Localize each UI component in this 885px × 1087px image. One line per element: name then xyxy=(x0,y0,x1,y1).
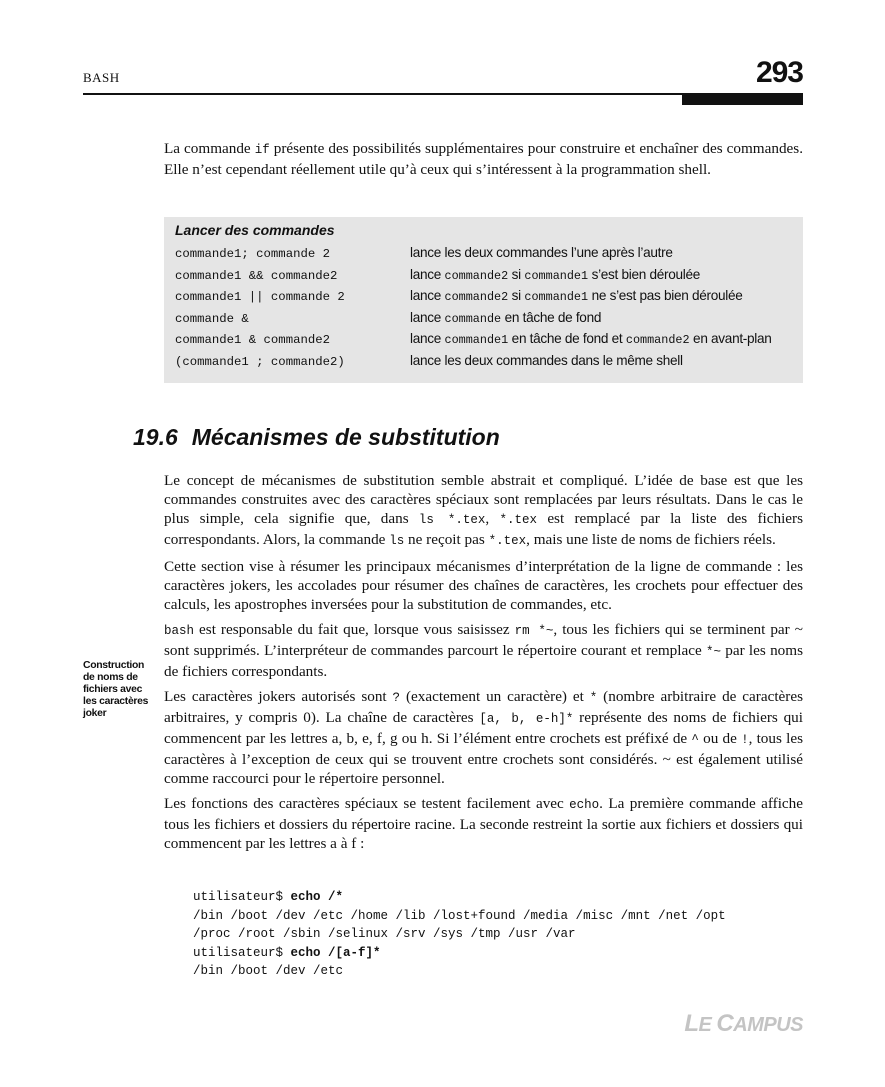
running-title: BASH xyxy=(83,70,120,85)
paragraph: Le concept de mécanismes de substitution semble abstrait et compliqué. L’idée de base est que les commandes construites avec des caractères spéciaux sont remplacées par leurs résultats. Dans le cas le plus simple, cela signifie que, dans ls *.tex, *.tex est remplacé par la liste des fichiers correspondants. Alors, la commande ls ne reçoit pas *.tex, mais une liste de noms de fichiers réels. xyxy=(164,472,804,548)
code-line: /proc /root /sbin /selinux /srv /sys /tmp /usr /var xyxy=(193,927,576,941)
header-bar xyxy=(682,95,803,105)
paragraph: Cette section vise à résumer les principaux mécanismes d’interprétation de la ligne de commande : les caractères jokers, les accolades pour résumer des chaînes de caractères, les crochets pour effectuer des calculs, les apostrophes inversées pour la substitution de commandes, etc. xyxy=(164,558,803,613)
box-row: (commande1 ; commande2) lance les deux commandes dans le même shell xyxy=(175,352,683,369)
section-title: Mécanismes de substitution xyxy=(191,424,500,450)
paragraph: Les caractères jokers autorisés sont ? (exactement un caractère) et * (nombre arbitraire de caractères arbitraires, y compris 0). La chaîne de caractères [a, b, e-h]* représente des noms de fichiers qui commencent par les lettres a, b, e, f, g ou h. Si l’élément entre crochets est préfixé de ^ ou de !, tous les caractères à l’exception de ceux qui se trouvent entre crochets sont considérés. ~ est également utilisé comme raccourci pour le répertoire personnel. xyxy=(164,688,804,787)
intro-paragraph: La commande if présente des possibilités supplémentaires pour construire et enchaîner des commandes. Elle n’est cependant réellement utile qu’à ceux qui s’intéressent à la programmation shell. xyxy=(164,140,803,178)
box-title: Lancer des commandes xyxy=(175,222,335,238)
section-body xyxy=(164,471,803,859)
section-heading xyxy=(133,424,500,451)
code-line: /bin /boot /dev /etc /home /lib /lost+found /media /misc /mnt /net /opt xyxy=(193,908,726,923)
margin-note: Construction de noms de fichiers avec les caractères joker xyxy=(83,660,149,719)
section-number: 19.6 xyxy=(133,424,178,450)
box-row: commande & lance commande en tâche de fond xyxy=(175,309,602,326)
code-line: utilisateur$ echo /[a-f]* xyxy=(193,945,381,960)
page-number: 293 xyxy=(755,56,803,89)
box-row: commande1 & commande2 lance commande1 en tâche de fond et commande2 en avant-plan xyxy=(175,331,772,347)
box-row: commande1; commande 2 lance les deux commandes l’une après l’autre xyxy=(175,245,673,261)
box-row: commande1 || commande 2 lance commande2 si commande1 ne s’est pas bien déroulée xyxy=(175,288,743,304)
paragraph: bash est responsable du fait que, lorsque vous saisissez rm *~, tous les fichiers qui se terminent par ~ sont supprimés. L’interpréteur de commandes parcourt le répertoire courant et remplace *~ par les noms de fichiers correspondants. xyxy=(164,621,803,680)
box-row: commande1 && commande2 lance commande2 si commande1 s’est bien déroulée xyxy=(175,266,700,283)
publisher-logo: LE CAMPUS xyxy=(684,1010,803,1037)
code-line: /bin /boot /dev /etc xyxy=(193,964,344,978)
code-line: utilisateur$ echo /* xyxy=(193,890,344,904)
code-listing xyxy=(193,888,726,981)
paragraph: Les fonctions des caractères spéciaux se testent facilement avec echo. La première commande affiche tous les fichiers et dossiers du répertoire racine. La seconde restreint la sortie aux fichiers et dossiers qui commencent par les lettres a à f : xyxy=(164,795,803,852)
command-summary-box xyxy=(164,217,803,383)
